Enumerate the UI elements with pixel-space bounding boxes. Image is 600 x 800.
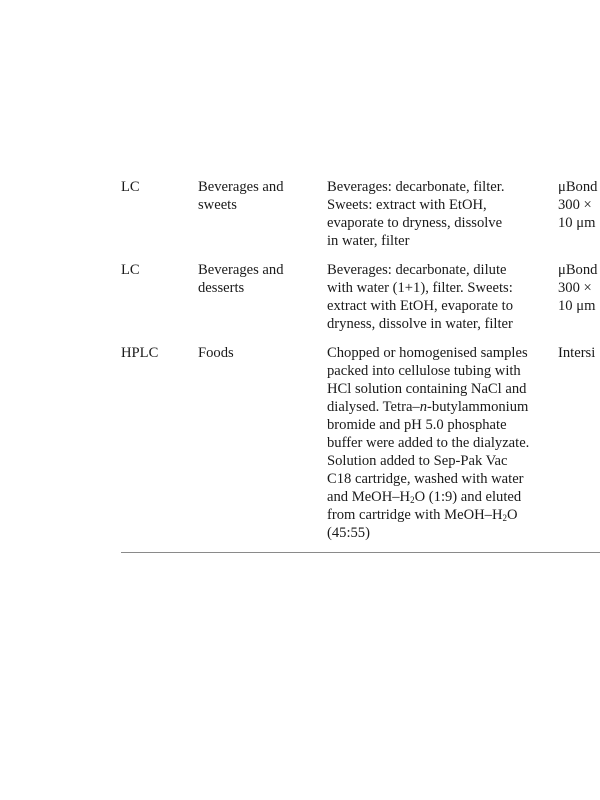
preparation-line: evaporate to dryness, dissolve [327,215,503,231]
preparation-line: Chopped or homogenised samples [327,345,528,361]
column-cell [558,261,597,315]
table-row [121,344,600,544]
method-cell: LC [121,262,140,278]
preparation-text: -butylammonium [427,399,529,415]
matrix-line: Foods [198,345,234,361]
table-bottom-rule [121,552,600,553]
column-line: 300 × [558,197,592,213]
column-line: 300 × [558,280,592,296]
preparation-line: packed into cellulose tubing with [327,363,521,379]
preparation-line: Beverages: decarbonate, dilute [327,262,507,278]
preparation-line: in water, filter [327,233,410,249]
method-cell: LC [121,179,140,195]
matrix-line: sweets [198,197,237,213]
column-cell [558,178,597,232]
matrix-line: desserts [198,280,245,296]
preparation-line: buffer were added to the dialyzate. [327,435,530,451]
preparation-text: O [506,507,518,523]
table-row [121,178,600,250]
preparation-text: from cartridge with MeOH–H [327,507,503,523]
column-line: μBond [558,262,598,278]
method-cell: HPLC [121,345,159,361]
preparation-line: Sweets: extract with EtOH, [327,197,487,213]
column-cell [558,344,595,362]
preparation-line [327,488,529,506]
matrix-cell [198,261,284,297]
column-line: Intersi [558,345,596,361]
preparation-line: dryness, dissolve in water, filter [327,316,513,332]
preparation-line: with water (1+1), filter. Sweets: [327,280,513,296]
preparation-line: bromide and pH 5.0 phosphate [327,417,507,433]
subscript: 2 [502,513,507,523]
preparation-cell [327,261,513,333]
preparation-line: Solution added to Sep-Pak Vac [327,453,508,469]
matrix-line: Beverages and [198,179,284,195]
preparation-line: (45:55) [327,525,370,541]
preparation-line [327,398,529,416]
column-line: 10 μm [558,215,596,231]
matrix-cell [198,344,234,362]
matrix-line: Beverages and [198,262,284,278]
preparation-line: Beverages: decarbonate, filter. [327,179,505,195]
matrix-cell [198,178,284,214]
preparation-text: dialysed. Tetra– [327,399,420,415]
preparation-text: O (1:9) and eluted [414,489,522,505]
preparation-line [327,506,529,524]
preparation-cell [327,178,504,250]
preparation-cell [327,344,529,542]
column-line: μBond [558,179,598,195]
table-row [121,261,600,333]
column-line: 10 μm [558,298,596,314]
preparation-line: C18 cartridge, washed with water [327,471,524,487]
preparation-line: extract with EtOH, evaporate to [327,298,513,314]
preparation-text: and MeOH–H [327,489,411,505]
italic-prefix: n [419,399,428,415]
preparation-line: HCl solution containing NaCl and [327,381,527,397]
subscript: 2 [410,495,415,505]
